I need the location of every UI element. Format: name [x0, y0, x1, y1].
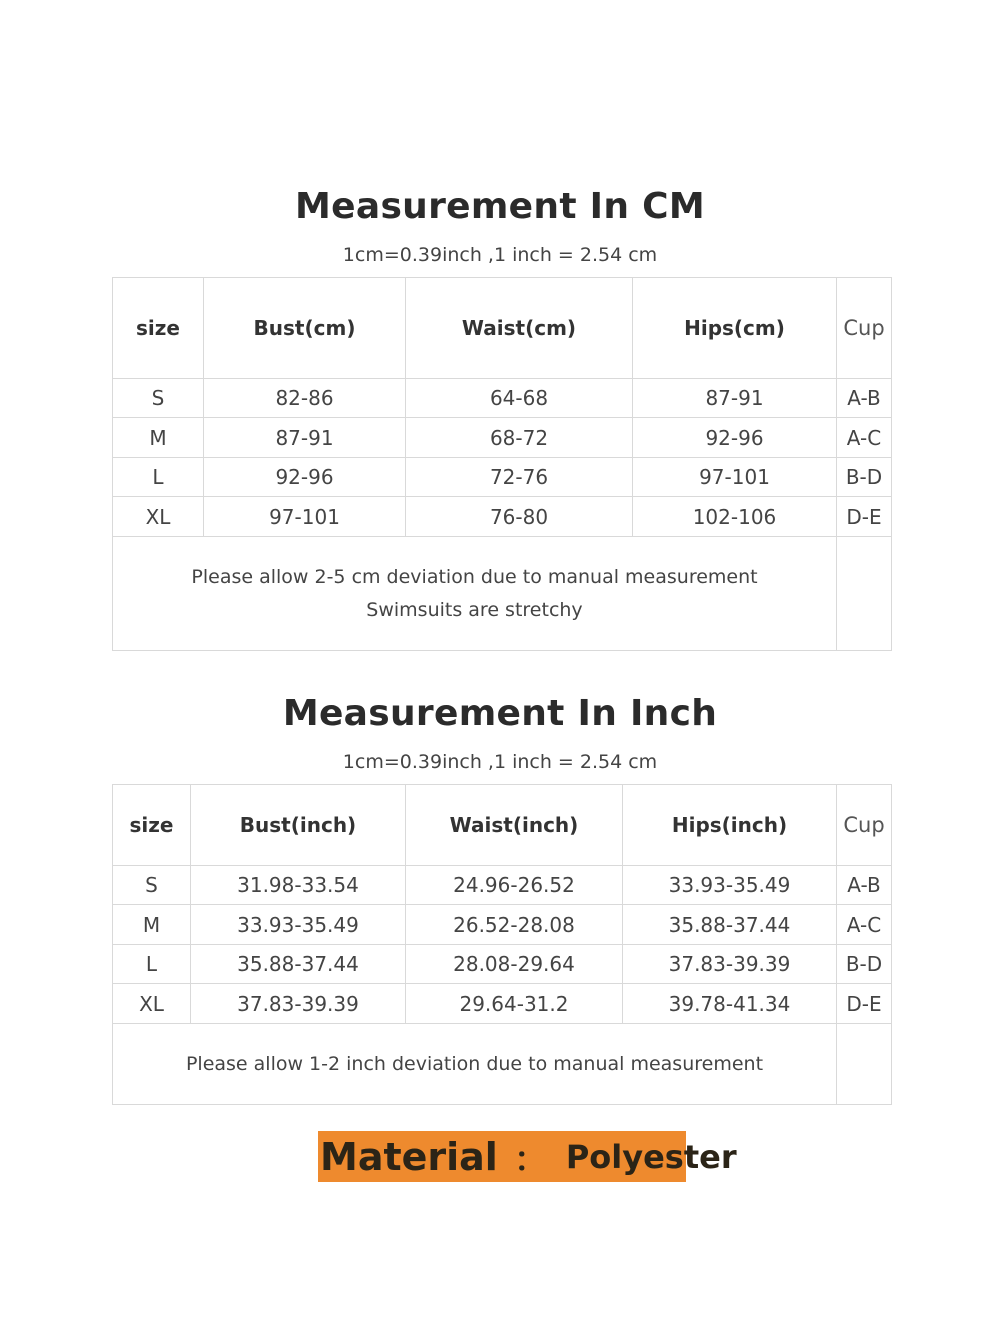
cell-bust: 92-96	[204, 458, 406, 497]
deviation-note: Please allow 2-5 cm deviation due to manual measurement	[191, 565, 758, 588]
cell-hips: 35.88-37.44	[623, 905, 837, 945]
note-empty-cell	[837, 1024, 892, 1105]
cell-bust: 82-86	[204, 379, 406, 418]
table-row	[113, 418, 892, 458]
cell-waist: 26.52-28.08	[406, 905, 623, 945]
cm-conversion-note: 1cm=0.39inch ,1 inch = 2.54 cm	[342, 244, 658, 266]
material-separator: ：	[513, 1140, 548, 1180]
cell-bust: 87-91	[204, 418, 406, 458]
cell-hips: 102-106	[633, 497, 837, 537]
header-hips: Hips(cm)	[633, 278, 837, 379]
cell-cup: A-B	[837, 866, 892, 905]
inch-conversion-note: 1cm=0.39inch ,1 inch = 2.54 cm	[342, 751, 658, 773]
table-header-row	[113, 785, 892, 866]
deviation-note: Please allow 1-2 inch deviation due to manual measurement	[185, 1052, 764, 1075]
cell-hips: 39.78-41.34	[623, 984, 837, 1024]
cell-size: S	[113, 866, 191, 905]
material-banner	[318, 1131, 737, 1182]
cell-size: M	[113, 418, 204, 458]
header-hips: Hips(inch)	[623, 785, 837, 866]
cell-hips: 33.93-35.49	[623, 866, 837, 905]
inch-section-title: Measurement In Inch	[282, 693, 718, 734]
cell-hips: 92-96	[633, 418, 837, 458]
header-bust: Bust(cm)	[204, 278, 406, 379]
material-label: Material	[320, 1134, 498, 1179]
cm-section-title: Measurement In CM	[295, 186, 705, 227]
cell-waist: 28.08-29.64	[406, 945, 623, 984]
table-note	[113, 1024, 837, 1105]
header-size: size	[113, 278, 204, 379]
table-row	[113, 866, 892, 905]
cell-cup: A-C	[837, 418, 892, 458]
cell-size: M	[113, 905, 191, 945]
table-row	[113, 984, 892, 1024]
cell-size: XL	[113, 497, 204, 537]
header-waist: Waist(cm)	[406, 278, 633, 379]
cm-size-table	[112, 277, 892, 651]
cell-bust: 97-101	[204, 497, 406, 537]
table-row	[113, 945, 892, 984]
cell-cup: A-C	[837, 905, 892, 945]
header-cup: Cup	[837, 785, 892, 866]
cell-bust: 33.93-35.49	[191, 905, 406, 945]
table-row	[113, 458, 892, 497]
cell-bust: 37.83-39.39	[191, 984, 406, 1024]
inch-size-table	[112, 784, 892, 1105]
table-row	[113, 905, 892, 945]
header-bust: Bust(inch)	[191, 785, 406, 866]
cell-size: L	[113, 945, 191, 984]
cell-waist: 64-68	[406, 379, 633, 418]
cell-bust: 31.98-33.54	[191, 866, 406, 905]
cell-cup: B-D	[837, 945, 892, 984]
header-size: size	[113, 785, 191, 866]
cell-hips: 97-101	[633, 458, 837, 497]
cell-cup: D-E	[837, 984, 892, 1024]
cell-size: L	[113, 458, 204, 497]
table-row	[113, 379, 892, 418]
cell-waist: 76-80	[406, 497, 633, 537]
table-row	[113, 497, 892, 537]
cell-cup: D-E	[837, 497, 892, 537]
cell-size: XL	[113, 984, 191, 1024]
table-note-row	[113, 537, 892, 651]
cell-size: S	[113, 379, 204, 418]
cell-waist: 72-76	[406, 458, 633, 497]
note-empty-cell	[837, 537, 892, 651]
table-note	[113, 537, 837, 651]
material-value: Polyester	[565, 1137, 737, 1176]
cell-waist: 24.96-26.52	[406, 866, 623, 905]
header-cup: Cup	[837, 278, 892, 379]
cell-waist: 29.64-31.2	[406, 984, 623, 1024]
table-note-row	[113, 1024, 892, 1105]
table-header-row	[113, 278, 892, 379]
cell-cup: B-D	[837, 458, 892, 497]
cell-hips: 87-91	[633, 379, 837, 418]
cell-cup: A-B	[837, 379, 892, 418]
stretch-note: Swimsuits are stretchy	[366, 598, 583, 621]
header-waist: Waist(inch)	[406, 785, 623, 866]
cell-hips: 37.83-39.39	[623, 945, 837, 984]
cell-waist: 68-72	[406, 418, 633, 458]
cell-bust: 35.88-37.44	[191, 945, 406, 984]
